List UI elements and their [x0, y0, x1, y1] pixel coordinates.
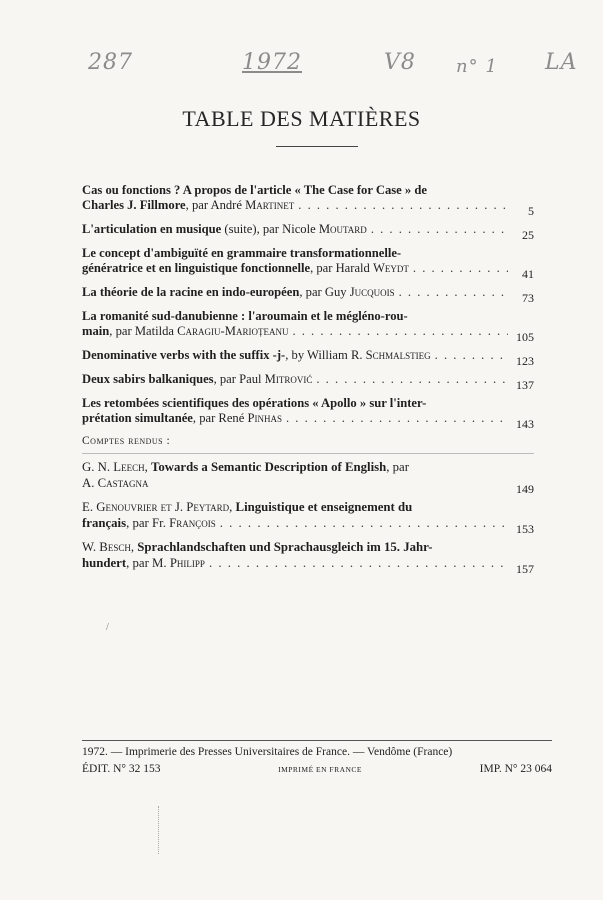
entry-title: prétation simultanée [82, 411, 193, 425]
print-number: IMP. N° 23 064 [479, 763, 552, 775]
entry-author: Caragiu-Marioțeanu [177, 324, 289, 338]
entry-author: Schmalstieg [365, 348, 431, 362]
entry-byline: , par Harald [310, 261, 374, 275]
entry-title: Le concept d'ambiguïté en grammaire transformationnelle- [82, 246, 402, 260]
entry-byline: , par André [185, 198, 246, 212]
entry-author: Weydt [373, 261, 409, 275]
dot-leader [292, 324, 508, 339]
toc-entry[interactable] [82, 183, 534, 218]
review-title: Towards a Semantic Description of English [151, 460, 387, 474]
entry-title: génératrice et en linguistique fonctionnelle [82, 261, 311, 275]
review-title: hundert [82, 555, 127, 570]
paper-crease [158, 806, 161, 854]
entry-byline: , par Matilda [109, 324, 178, 338]
handwritten-volume: V8 [384, 50, 416, 75]
entry-byline: (suite), par Nicole [221, 222, 319, 236]
toc-entry[interactable] [82, 285, 534, 305]
page-number: 105 [516, 330, 534, 344]
table-of-contents [82, 183, 534, 580]
handwritten-number: n° 1 [456, 56, 498, 77]
page-number: 73 [522, 291, 534, 305]
title-rule [276, 146, 358, 147]
review-byline: , par [386, 460, 409, 474]
entry-author: Moutard [318, 222, 367, 236]
page-number: 5 [528, 204, 534, 218]
page-number: 123 [516, 354, 534, 368]
entry-title: Denominative verbs with the suffix -j- [82, 348, 286, 362]
entry-title: Cas ou fonctions ? A propos de l'article « The Case for Case » de [82, 183, 427, 197]
page-number: 41 [522, 267, 534, 281]
toc-entry[interactable] [82, 309, 534, 344]
footer-rule [82, 740, 552, 741]
entry-title: Charles J. Fillmore [82, 198, 186, 212]
dot-leader [413, 261, 508, 276]
toc-entry[interactable] [82, 372, 534, 392]
review-author: G. N. Leech [82, 460, 145, 474]
stray-mark: / [106, 622, 109, 633]
entry-author: Mitrović [264, 372, 313, 386]
page-number: 149 [516, 481, 534, 496]
dot-leader [209, 556, 508, 572]
page-number: 137 [516, 378, 534, 392]
review-entry[interactable]: W. Besch, Sprachlandschaften und Sprachausgleich im 15. Jahr- hundert, par M. Philipp . . . 157 [82, 540, 534, 571]
dot-leader [435, 348, 508, 363]
dot-leader [399, 285, 508, 300]
page-title: TABLE DES MATIÈRES [182, 106, 421, 131]
review-entry[interactable]: G. N. Leech, Towards a Semantic Description of English, par A. Castagna 149 [82, 460, 534, 496]
dot-leader [371, 222, 508, 237]
entry-byline: , par Guy [299, 285, 350, 299]
review-title: Linguistique et enseignement du [235, 500, 413, 514]
page-number: 25 [522, 228, 534, 242]
edition-number: ÉDIT. N° 32 153 [82, 763, 161, 775]
entry-author: Jucquois [349, 285, 395, 299]
dot-leader [298, 198, 508, 213]
entry-byline: , par René [192, 411, 248, 425]
entry-title: Les retombées scientifiques des opérations « Apollo » sur l'inter- [82, 396, 427, 410]
toc-entry[interactable] [82, 396, 534, 431]
entry-title: La théorie de la racine en indo-européen [82, 285, 300, 299]
review-byline: , par Fr. [126, 515, 170, 530]
dot-leader [286, 411, 508, 426]
reviewer: Philipp [169, 555, 205, 570]
entry-author: Martinet [245, 198, 295, 212]
section-divider [82, 453, 534, 454]
review-byline: , par M. [126, 555, 170, 570]
handwritten-year: 1972 [242, 50, 302, 75]
dot-leader [220, 516, 508, 532]
printed-in-france: IMPRIMÉ EN FRANCE [278, 765, 363, 774]
page-number: 153 [516, 521, 534, 536]
entry-title: La romanité sud-danubienne : l'aroumain et le mégléno-rou- [82, 309, 408, 323]
entry-author: Pinhas [247, 411, 282, 425]
dot-leader [316, 372, 508, 387]
printer-line: 1972. — Imprimerie des Presses Universitaires de France. — Vendôme (France) [82, 746, 453, 758]
review-author: W. Besch [82, 540, 131, 554]
entry-title: L'articulation en musique [82, 222, 222, 236]
toc-entry[interactable] [82, 222, 534, 242]
toc-entry[interactable] [82, 246, 534, 281]
review-title: français [82, 515, 127, 530]
reviewer: François [169, 515, 216, 530]
reviews-heading: Comptes rendus : [82, 435, 171, 447]
page-number: 157 [516, 561, 534, 576]
entry-title: main [82, 324, 110, 338]
review-entry[interactable]: E. Genouvrier et J. Peytard, Linguistique et enseignement du français, par Fr. François . . . 153 [82, 500, 534, 531]
toc-entry[interactable] [82, 348, 534, 368]
review-author: E. Genouvrier et J. Peytard [82, 500, 230, 514]
review-title: Sprachlandschaften und Sprachausgleich im 15. Jahr- [137, 540, 433, 554]
page-number: 143 [516, 417, 534, 431]
handwritten-code: LA [545, 50, 578, 75]
reviewer: A. Castagna [82, 475, 149, 490]
handwritten-note: 287 [88, 50, 133, 75]
colophon [82, 745, 552, 777]
entry-byline: , par Paul [213, 372, 265, 386]
entry-byline: , by William R. [285, 348, 366, 362]
entry-title: Deux sabirs balkaniques [82, 372, 214, 386]
